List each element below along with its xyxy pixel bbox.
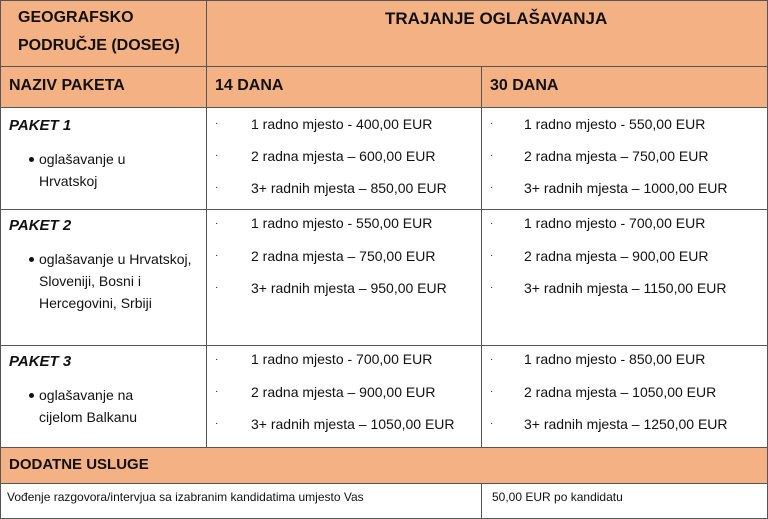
package-2-30-price-1: 1 radno mjesto - 700,00 EUR	[524, 215, 706, 231]
package-1-bullet	[39, 148, 169, 192]
extras-title: DODATNE USLUGE	[9, 456, 149, 473]
header-geo-cell	[0, 0, 207, 67]
package-3-14-price-3: 3+ radnih mjesta – 1050,00 EUR	[251, 416, 455, 432]
bullet-icon: ·	[215, 118, 219, 129]
bullet-icon: ·	[215, 418, 219, 429]
bullet-icon: ·	[490, 386, 494, 397]
bullet-icon: ·	[490, 250, 494, 261]
header-duration: TRAJANJE OGLAŠAVANJA	[385, 9, 608, 28]
package-3-30-price-3: 3+ radnih mjesta – 1250,00 EUR	[524, 416, 728, 432]
package-2-14-price-1: 1 radno mjesto - 550,00 EUR	[251, 215, 433, 231]
bullet-icon: ·	[215, 250, 219, 261]
header-geo-line2: PODRUČJE (DOSEG)	[18, 37, 180, 54]
package-2-title: PAKET 2	[9, 217, 72, 234]
bullet-icon	[29, 393, 34, 398]
package-3-30-cell	[481, 345, 768, 448]
package-2-name-cell	[0, 209, 207, 346]
package-2-30-cell	[481, 209, 768, 346]
subheader-package-name: NAZIV PAKETA	[9, 77, 125, 94]
package-3-14-cell	[206, 345, 482, 448]
package-1-name-cell	[0, 107, 207, 210]
package-3-14-price-1: 1 radno mjesto - 700,00 EUR	[251, 351, 433, 367]
header-geo-line1: GEOGRAFSKO	[18, 9, 134, 26]
extras-header-cell	[0, 447, 768, 484]
package-3-title: PAKET 3	[9, 353, 72, 370]
bullet-icon: ·	[215, 282, 219, 293]
package-2-14-price-3: 3+ radnih mjesta – 950,00 EUR	[251, 280, 447, 296]
package-3-bullet	[39, 384, 169, 428]
header-duration-cell	[206, 0, 768, 67]
bullet-icon: ·	[215, 386, 219, 397]
package-3-14-price-2: 2 radna mjesta – 900,00 EUR	[251, 384, 436, 400]
package-1-30-price-1: 1 radno mjesto - 550,00 EUR	[524, 116, 706, 132]
package-2-14-cell	[206, 209, 482, 346]
subheader-30-days: 30 DANA	[490, 77, 559, 94]
bullet-icon: ·	[490, 418, 494, 429]
subheader-14-cell	[206, 66, 482, 108]
bullet-icon: ·	[490, 150, 494, 161]
package-1-14-cell	[206, 107, 482, 210]
bullet-icon	[29, 257, 34, 262]
bullet-icon: ·	[490, 218, 494, 229]
bullet-icon: ·	[490, 118, 494, 129]
package-2-bullet	[39, 248, 204, 314]
extras-price: 50,00 EUR po kandidatu	[492, 490, 623, 504]
package-2-30-price-2: 2 radna mjesta – 900,00 EUR	[524, 248, 709, 264]
package-1-14-price-1: 1 radno mjesto - 400,00 EUR	[251, 116, 433, 132]
package-2-14-price-2: 2 radna mjesta – 750,00 EUR	[251, 248, 436, 264]
bullet-icon	[29, 157, 34, 162]
package-3-bullet-text: oglašavanje na cijelom Balkanu	[39, 387, 138, 425]
package-3-name-cell	[0, 345, 207, 448]
package-1-bullet-text: oglašavanje u Hrvatskoj	[39, 151, 126, 189]
subheader-package-cell	[0, 66, 207, 108]
bullet-icon: ·	[490, 282, 494, 293]
package-1-30-price-3: 3+ radnih mjesta – 1000,00 EUR	[524, 180, 728, 196]
bullet-icon: ·	[490, 182, 494, 193]
subheader-14-days: 14 DANA	[215, 77, 284, 94]
extras-price-cell	[481, 483, 768, 519]
bullet-icon: ·	[215, 182, 219, 193]
package-1-14-price-2: 2 radna mjesta – 600,00 EUR	[251, 148, 436, 164]
bullet-icon: ·	[215, 218, 219, 229]
package-1-14-price-3: 3+ radnih mjesta – 850,00 EUR	[251, 180, 447, 196]
package-3-30-price-1: 1 radno mjesto - 850,00 EUR	[524, 351, 706, 367]
package-2-bullet-text: oglašavanje u Hrvatskoj, Sloveniji, Bosni i Hercegovini, Srbiji	[39, 251, 192, 311]
extras-service: Vođenje razgovora/intervjua sa izabranim kandidatima umjesto Vas	[7, 490, 364, 504]
package-3-30-price-2: 2 radna mjesta – 1050,00 EUR	[524, 384, 717, 400]
package-1-30-price-2: 2 radna mjesta – 750,00 EUR	[524, 148, 709, 164]
bullet-icon: ·	[215, 150, 219, 161]
package-1-title: PAKET 1	[9, 117, 72, 134]
bullet-icon: ·	[490, 354, 494, 365]
extras-service-cell	[0, 483, 482, 519]
package-2-30-price-3: 3+ radnih mjesta – 1150,00 EUR	[524, 280, 727, 296]
bullet-icon: ·	[215, 354, 219, 365]
package-1-30-cell	[481, 107, 768, 210]
subheader-30-cell	[481, 66, 768, 108]
